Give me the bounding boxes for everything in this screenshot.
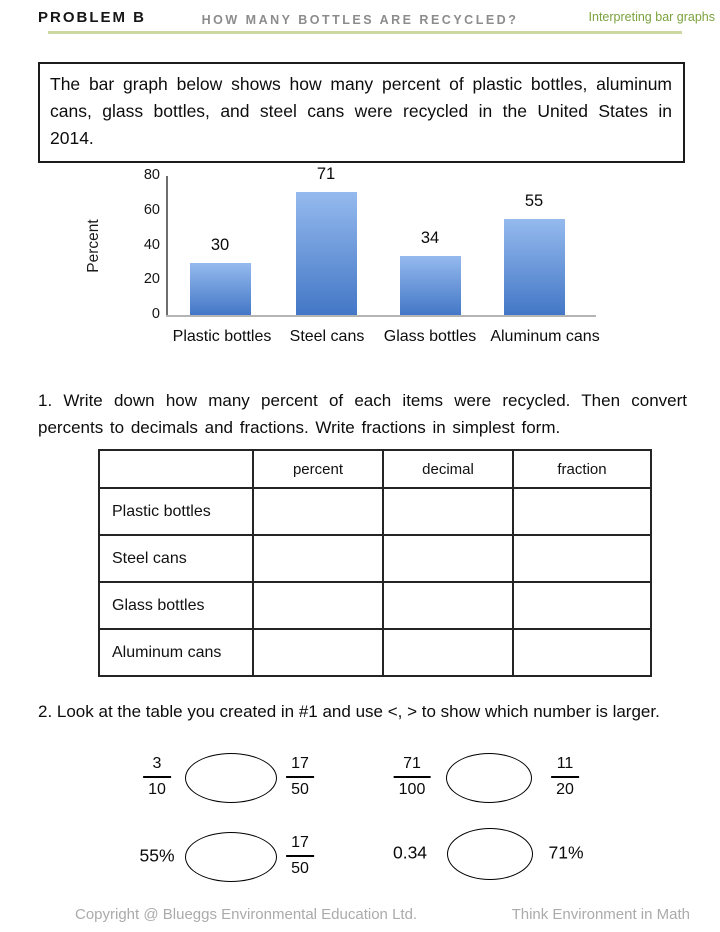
conversion-table (98, 449, 652, 677)
row-label-glass-bottles: Glass bottles (99, 582, 253, 629)
empty-cell (513, 582, 651, 629)
table-header-blank (99, 450, 253, 488)
y-tick-20: 20 (143, 271, 160, 288)
table-row (99, 582, 651, 629)
problem-label: PROBLEM B (38, 9, 146, 26)
bar-value-aluminum-cans: 55 (524, 192, 544, 211)
table-row (99, 488, 651, 535)
y-axis-line (166, 176, 168, 317)
answer-ellipse (446, 753, 532, 803)
answer-ellipse (185, 832, 277, 882)
empty-cell (383, 582, 513, 629)
comparison-section (0, 745, 720, 905)
comparison-right-fraction (551, 754, 579, 800)
page-title: HOW MANY BOTTLES ARE RECYCLED? (201, 13, 519, 27)
comparison-left-fraction (143, 754, 171, 800)
y-tick-40: 40 (143, 236, 160, 253)
fraction-denominator: 10 (143, 776, 171, 800)
bar-value-plastic-bottles: 30 (210, 235, 230, 254)
comparison-left-fraction (394, 754, 431, 800)
empty-cell (383, 535, 513, 582)
x-label-aluminum-cans: Aluminum cans (490, 328, 600, 345)
y-tick-60: 60 (143, 201, 160, 218)
x-label-glass-bottles: Glass bottles (383, 328, 477, 345)
row-label-aluminum-cans: Aluminum cans (99, 629, 253, 676)
fraction-numerator: 3 (152, 755, 162, 772)
empty-cell (253, 535, 383, 582)
y-tick-0: 0 (151, 306, 160, 322)
fraction-numerator: 17 (291, 755, 309, 772)
empty-cell (513, 535, 651, 582)
header-rule (48, 31, 682, 34)
bar-plastic-bottles (190, 263, 251, 315)
y-axis-label: Percent (85, 219, 102, 273)
bar-chart (60, 165, 680, 390)
table-header-row (99, 450, 651, 488)
empty-cell (253, 488, 383, 535)
table-header-fraction: fraction (513, 450, 651, 488)
empty-cell (383, 488, 513, 535)
row-label-plastic-bottles: Plastic bottles (99, 488, 253, 535)
copyright-text: Copyright @ Blueggs Environmental Education Ltd. (75, 906, 418, 923)
intro-text-box: The bar graph below shows how many percent of plastic bottles, aluminum cans, glass bottles, and steel cans were recycled in the United States in 2014. (38, 62, 685, 163)
answer-ellipse (447, 828, 533, 880)
empty-cell (383, 629, 513, 676)
fraction-numerator: 11 (556, 755, 574, 772)
question-2: 2. Look at the table you created in #1 and use <, > to show which number is larger. (38, 702, 660, 721)
table-header-decimal: decimal (383, 450, 513, 488)
question-1: 1. Write down how many percent of each items were recycled. Then convert percents to decimals and fractions. Write fractions in simplest form. (38, 391, 687, 437)
fraction-numerator: 17 (291, 834, 309, 851)
empty-cell (513, 629, 651, 676)
empty-cell (253, 582, 383, 629)
y-tick-80: 80 (143, 167, 160, 183)
table-header-percent: percent (253, 450, 383, 488)
answer-ellipse (185, 753, 277, 803)
empty-cell (513, 488, 651, 535)
table-row (99, 535, 651, 582)
bar-value-glass-bottles: 34 (420, 228, 440, 247)
fraction-denominator: 50 (286, 776, 314, 800)
fraction-denominator: 20 (551, 776, 579, 800)
comparison-right-value: 71% (548, 842, 584, 863)
fraction-numerator: 71 (403, 755, 421, 772)
footer-slogan: Think Environment in Math (511, 906, 690, 923)
comparison-right-fraction (286, 833, 314, 879)
comparison-left-value: 55% (139, 845, 175, 866)
topic-label: Interpreting bar graphs (588, 10, 715, 24)
comparison-left-value: 0.34 (392, 842, 428, 863)
row-label-steel-cans: Steel cans (99, 535, 253, 582)
comparison-right-fraction (286, 754, 314, 800)
bar-aluminum-cans (504, 219, 565, 315)
fraction-denominator: 50 (286, 855, 314, 879)
bar-glass-bottles (400, 256, 461, 315)
bar-steel-cans (296, 192, 357, 315)
x-label-plastic-bottles: Plastic bottles (172, 328, 272, 345)
bar-value-steel-cans: 71 (316, 164, 336, 183)
fraction-denominator: 100 (394, 776, 431, 800)
empty-cell (253, 629, 383, 676)
x-label-steel-cans: Steel cans (289, 328, 365, 345)
x-axis-line (166, 315, 596, 317)
table-row (99, 629, 651, 676)
